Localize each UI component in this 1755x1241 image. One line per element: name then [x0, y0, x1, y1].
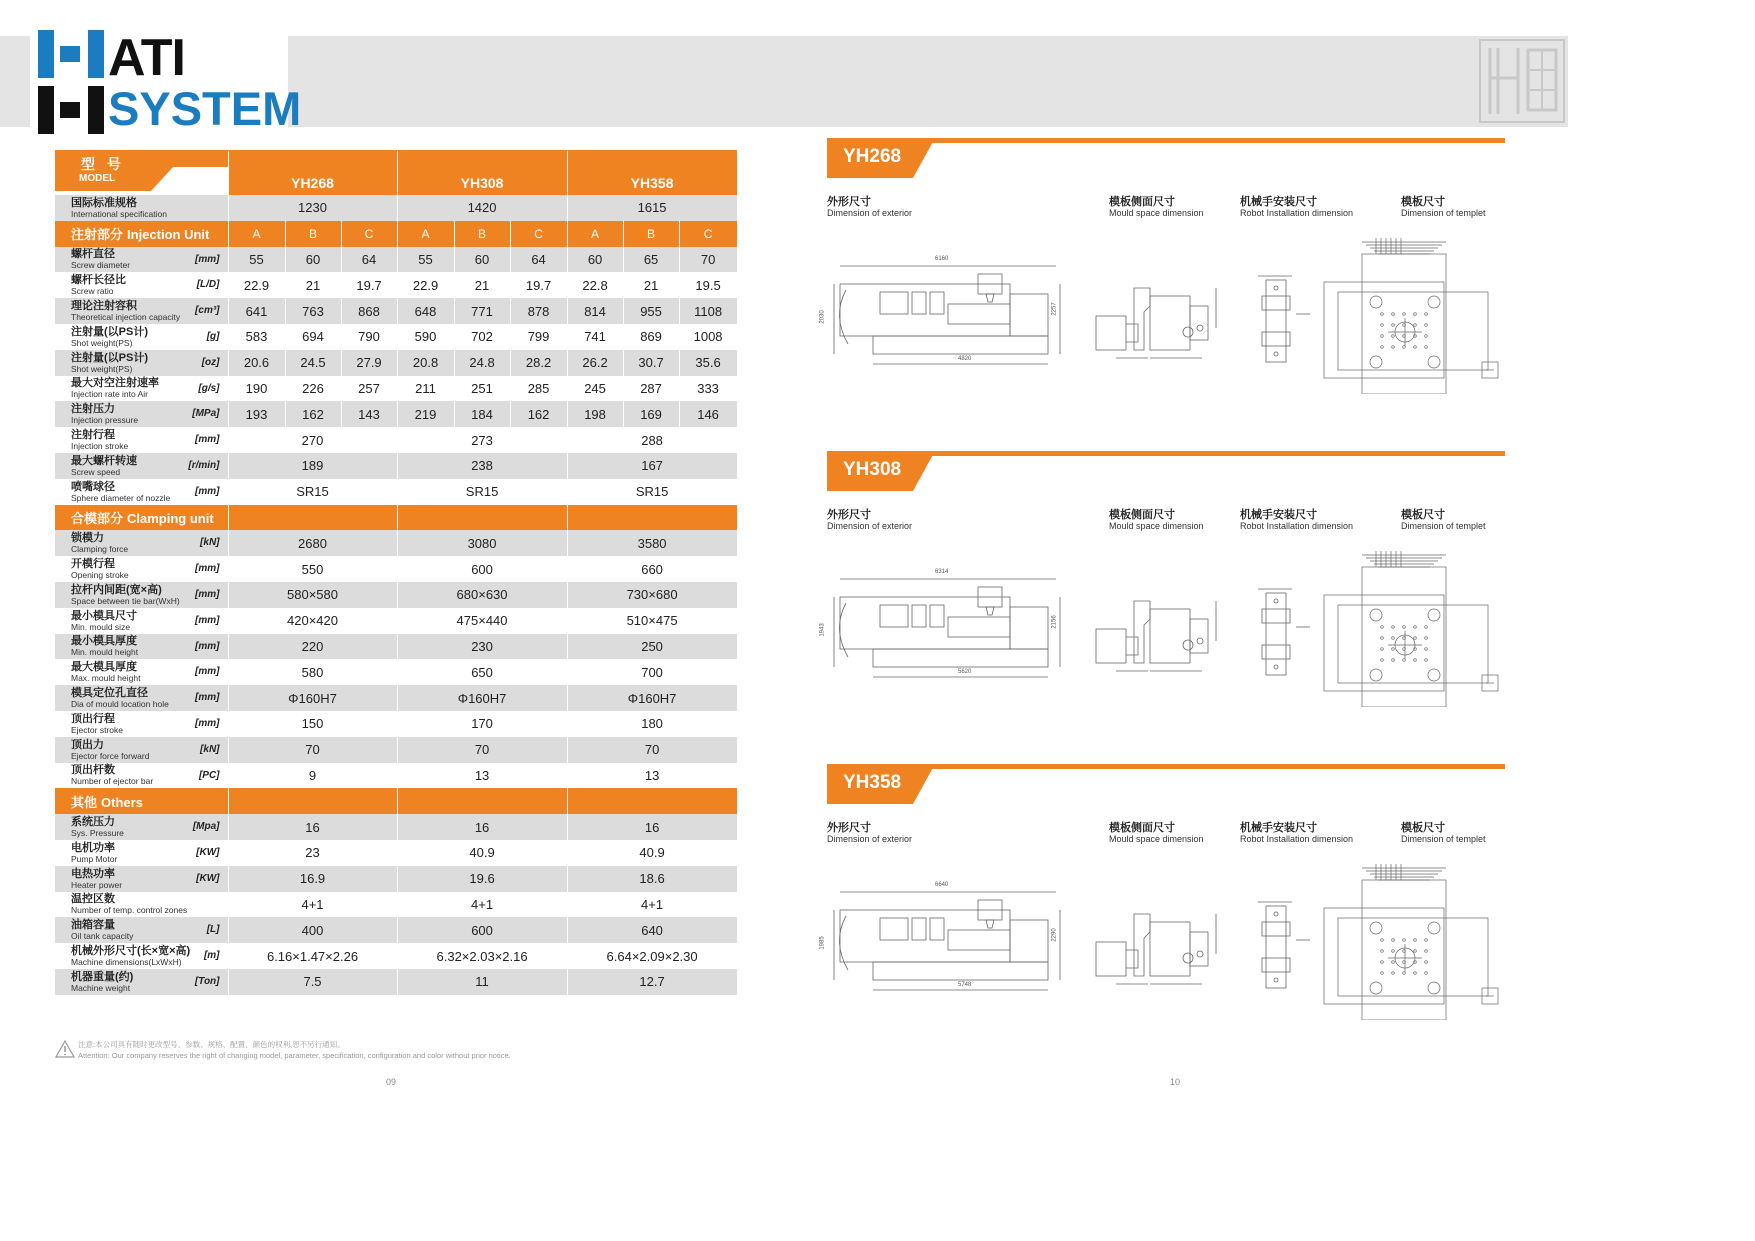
row-label-cn: 拉杆内间距(宽×高): [71, 583, 162, 596]
row-label-cn: 最大对空注射速率: [71, 377, 159, 390]
row-unit: [MPa]: [192, 408, 220, 420]
row-label-cn: 最大模具厚度: [71, 661, 137, 674]
row-label-en: Theoretical injection capacity: [71, 312, 181, 323]
table-cell: 21: [623, 272, 679, 298]
table-cell: 700: [567, 659, 737, 685]
table-cell: 24.5: [285, 350, 341, 376]
table-cell: 12.7: [567, 969, 737, 995]
row-label-cn: 理论注射容积: [71, 300, 137, 313]
table-cell: Φ160H7: [397, 685, 567, 711]
table-cell: 13: [567, 763, 737, 789]
table-cell: 143: [341, 401, 397, 427]
dim-length: 6160: [935, 256, 949, 262]
table-cell: 22.9: [397, 272, 454, 298]
row-label-cn: 系统压力: [71, 816, 115, 829]
row-label-cn: 注射行程: [71, 429, 115, 442]
row-label-en: Injection pressure: [71, 415, 139, 426]
row-unit: [Ton]: [194, 975, 220, 987]
row-label-cn: 螺杆直径: [71, 248, 115, 261]
table-cell: 189: [228, 453, 397, 479]
row-label-cn: 顶出力: [71, 738, 104, 751]
table-cell: 640: [567, 917, 737, 943]
table-cell: 250: [567, 634, 737, 660]
screw-type: A: [567, 221, 623, 247]
caption-exterior-en: Dimension of exterior: [827, 208, 913, 218]
table-cell: 799: [510, 324, 567, 350]
screw-type: C: [679, 221, 737, 247]
row-label-en: Min. mould height: [71, 647, 139, 658]
row-label-cn: 顶出行程: [71, 712, 115, 725]
table-cell: 65: [623, 247, 679, 273]
table-cell: Φ160H7: [228, 685, 397, 711]
table-cell: 30.7: [623, 350, 679, 376]
table-cell: 20.6: [228, 350, 285, 376]
caption-templet-cn: 模板尺寸: [1401, 509, 1445, 521]
model-name-yh308: YH308: [397, 151, 567, 195]
table-cell: 6.16×1.47×2.26: [228, 943, 397, 969]
row-unit: [g]: [206, 330, 220, 342]
table-cell: 190: [228, 376, 285, 402]
brand-name-top: ATI: [108, 29, 185, 87]
row-label-cn: 最大螺杆转速: [71, 454, 137, 467]
table-cell: 6.32×2.03×2.16: [397, 943, 567, 969]
table-cell: 40.9: [567, 840, 737, 866]
row-label-en: Max. mould height: [71, 673, 141, 684]
table-cell: 420×420: [228, 608, 397, 634]
model-name-yh268: YH268: [228, 151, 397, 195]
spec-value: 1230: [228, 195, 397, 221]
row-label-cn: 注射量(以PS计): [71, 351, 148, 364]
row-label-en: Machine weight: [71, 982, 131, 993]
caption-mould-en: Mould space dimension: [1109, 834, 1204, 844]
section-model-title: YH268: [843, 146, 902, 167]
row-label-cn: 开模行程: [71, 558, 115, 571]
section-model-title: YH358: [843, 772, 902, 793]
table-cell: 3080: [397, 530, 567, 556]
row-label-cn: 电机功率: [71, 841, 115, 854]
table-cell: 16: [397, 814, 567, 840]
table-cell: 1008: [679, 324, 737, 350]
table-cell: 510×475: [567, 608, 737, 634]
table-cell: 580: [228, 659, 397, 685]
dim-side: 2030: [819, 310, 826, 324]
table-cell: SR15: [567, 479, 737, 505]
table-cell: 1108: [679, 298, 737, 324]
table-cell: 24.8: [454, 350, 510, 376]
table-cell: 287: [623, 376, 679, 402]
table-cell: 55: [397, 247, 454, 273]
table-cell: 180: [567, 711, 737, 737]
table-cell: 641: [228, 298, 285, 324]
row-unit: [KW]: [196, 872, 220, 884]
table-cell: 150: [228, 711, 397, 737]
caption-exterior-en: Dimension of exterior: [827, 521, 913, 531]
row-unit: [mm]: [195, 588, 220, 600]
table-cell: 270: [228, 427, 397, 453]
table-cell: 22.9: [228, 272, 285, 298]
row-unit: [mm]: [195, 717, 220, 729]
row-label-cn: 最小模具尺寸: [71, 609, 137, 622]
table-cell: 169: [623, 401, 679, 427]
table-cell: 400: [228, 917, 397, 943]
table-cell: 230: [397, 634, 567, 660]
row-unit: [mm]: [195, 614, 220, 626]
table-cell: 11: [397, 969, 567, 995]
table-cell: 70: [567, 737, 737, 763]
table-cell: 19.7: [341, 272, 397, 298]
table-cell: 219: [397, 401, 454, 427]
page-number-right: 10: [1170, 1077, 1181, 1087]
table-cell: 814: [567, 298, 623, 324]
row-label-en: Sphere diameter of nozzle: [71, 492, 171, 503]
table-cell: 16: [228, 814, 397, 840]
row-label-en: Clamping force: [71, 544, 129, 555]
table-cell: 648: [397, 298, 454, 324]
table-cell: SR15: [397, 479, 567, 505]
section-title-en: Others: [101, 794, 143, 810]
table-cell: 70: [228, 737, 397, 763]
screw-type: B: [285, 221, 341, 247]
section-title-cn: 其他: [71, 794, 98, 810]
row-label-en: Shot weight(PS): [71, 337, 133, 348]
table-cell: 170: [397, 711, 567, 737]
table-cell: 273: [397, 427, 567, 453]
table-cell: 333: [679, 376, 737, 402]
table-cell: 226: [285, 376, 341, 402]
table-cell: 2680: [228, 530, 397, 556]
row-unit: [kN]: [200, 743, 220, 755]
spec-value: 1420: [397, 195, 567, 221]
row-label-en: Heater power: [71, 879, 123, 890]
table-cell: 257: [341, 376, 397, 402]
caption-mould-cn: 模板侧面尺寸: [1109, 509, 1175, 521]
row-unit: [g/s]: [198, 382, 220, 394]
table-cell: 55: [228, 247, 285, 273]
table-cell: 220: [228, 634, 397, 660]
table-cell: 167: [567, 453, 737, 479]
table-cell: 27.9: [341, 350, 397, 376]
row-label-cn: 注射量(以PS计): [71, 325, 148, 338]
table-cell: 660: [567, 556, 737, 582]
model-name-yh358: YH358: [567, 151, 737, 195]
caption-mould-cn: 模板侧面尺寸: [1109, 822, 1175, 834]
row-unit: [mm]: [195, 692, 220, 704]
table-cell: 702: [454, 324, 510, 350]
brand-name-bottom: SYSTEM: [108, 82, 302, 135]
table-cell: 9: [228, 763, 397, 789]
caption-robot-en: Robot Installation dimension: [1240, 834, 1354, 844]
row-label-cn: 机器重量(约): [71, 970, 134, 983]
row-unit: [mm]: [195, 253, 220, 265]
table-cell: 3580: [567, 530, 737, 556]
table-cell: 21: [285, 272, 341, 298]
caption-robot-cn: 机械手安装尺寸: [1240, 509, 1317, 521]
robot-installation-drawing: [1252, 266, 1312, 366]
screw-type: C: [510, 221, 567, 247]
row-unit: [L/D]: [196, 279, 220, 291]
model-label-en: MODEL: [79, 173, 116, 184]
table-cell: 70: [397, 737, 567, 763]
row-unit: [mm]: [195, 434, 220, 446]
caption-robot-cn: 机械手安装尺寸: [1240, 822, 1317, 834]
row-unit: [cm³]: [195, 305, 220, 317]
table-cell: 193: [228, 401, 285, 427]
table-cell: 162: [285, 401, 341, 427]
table-cell: 23: [228, 840, 397, 866]
table-cell: 285: [510, 376, 567, 402]
caption-templet-en: Dimension of templet: [1401, 834, 1486, 844]
table-cell: 19.5: [679, 272, 737, 298]
row-unit: [mm]: [195, 485, 220, 497]
table-cell: 20.8: [397, 350, 454, 376]
table-cell: 7.5: [228, 969, 397, 995]
table-cell: 771: [454, 298, 510, 324]
row-label-en: Dia of mould location hole: [71, 699, 169, 710]
dim-side: 1943: [819, 623, 826, 637]
row-label-cn: 最小模具厚度: [71, 635, 137, 648]
page-number-left: 09: [386, 1077, 397, 1087]
row-label-cn: 顶出杆数: [71, 764, 115, 777]
row-unit: [L]: [206, 924, 220, 936]
table-cell: 550: [228, 556, 397, 582]
table-cell: 40.9: [397, 840, 567, 866]
row-label-en: Min. mould size: [71, 621, 131, 632]
table-cell: 198: [567, 401, 623, 427]
table-cell: 28.2: [510, 350, 567, 376]
row-label-en: International specification: [71, 208, 167, 219]
row-unit: [oz]: [201, 356, 220, 368]
dim-base: 4820: [958, 356, 972, 362]
section-title-cn: 注射部分: [71, 227, 124, 243]
table-cell: 590: [397, 324, 454, 350]
table-cell: 650: [397, 659, 567, 685]
row-label-cn: 机械外形尺寸(长×宽×高): [71, 945, 191, 957]
table-cell: 6.64×2.09×2.30: [567, 943, 737, 969]
table-cell: 211: [397, 376, 454, 402]
table-cell: 146: [679, 401, 737, 427]
table-cell: 60: [454, 247, 510, 273]
logo-mark-icon: [38, 30, 108, 134]
templet-drawing: [1318, 547, 1508, 707]
row-label-cn: 注射压力: [71, 403, 115, 416]
caption-templet-en: Dimension of templet: [1401, 208, 1486, 218]
row-label-en: Shot weight(PS): [71, 363, 133, 374]
caption-exterior-en: Dimension of exterior: [827, 834, 913, 844]
row-label-en: Ejector force forward: [71, 750, 150, 761]
row-label-cn: 国际标准规格: [71, 196, 137, 209]
mould-side-drawing: [1090, 892, 1220, 992]
row-label-cn: 锁模力: [71, 532, 104, 545]
templet-drawing: [1318, 234, 1508, 394]
dim-height: 2290: [1051, 928, 1058, 942]
row-unit: [mm]: [195, 640, 220, 652]
table-cell: 35.6: [679, 350, 737, 376]
table-cell: 288: [567, 427, 737, 453]
table-cell: 162: [510, 401, 567, 427]
caption-mould-en: Mould space dimension: [1109, 208, 1204, 218]
table-cell: 60: [285, 247, 341, 273]
row-label-en: Screw diameter: [71, 260, 131, 271]
table-cell: 60: [567, 247, 623, 273]
row-label-en: Sys. Pressure: [71, 828, 124, 839]
table-cell: 184: [454, 401, 510, 427]
row-label-en: Number of temp. control zones: [71, 905, 188, 916]
dim-base: 5748: [958, 982, 972, 988]
row-unit: [mm]: [195, 666, 220, 678]
table-cell: 26.2: [567, 350, 623, 376]
table-cell: SR15: [228, 479, 397, 505]
section-model-title: YH308: [843, 459, 902, 480]
row-label-en: Pump Motor: [71, 853, 118, 864]
table-cell: 19.6: [397, 866, 567, 892]
screw-type: B: [623, 221, 679, 247]
table-cell: 790: [341, 324, 397, 350]
table-cell: 64: [510, 247, 567, 273]
table-cell: 4+1: [567, 892, 737, 918]
notice-cn: 注意:本公司具有随时更改型号、参数、规格、配置、颜色的权利,恕不另行通知。: [78, 1040, 345, 1049]
caption-templet-cn: 模板尺寸: [1401, 822, 1445, 834]
caption-exterior-cn: 外形尺寸: [827, 196, 871, 208]
drawing-section-yh308: [0, 451, 1568, 751]
table-cell: 600: [397, 556, 567, 582]
table-cell: 680×630: [397, 582, 567, 608]
row-label-cn: 油箱容量: [71, 919, 115, 932]
table-cell: 70: [679, 247, 737, 273]
table-cell: 21: [454, 272, 510, 298]
row-label-en: Oil tank capacity: [71, 931, 134, 942]
table-cell: 22.8: [567, 272, 623, 298]
section-title-en: Clamping unit: [127, 510, 214, 526]
dim-length: 6314: [935, 569, 949, 575]
table-cell: 251: [454, 376, 510, 402]
row-label-en: Screw ratio: [71, 286, 114, 297]
row-unit: [KW]: [196, 846, 220, 858]
drawing-section-yh268: [0, 138, 1568, 438]
row-unit: [mm]: [195, 563, 220, 575]
table-cell: 64: [341, 247, 397, 273]
table-cell: 955: [623, 298, 679, 324]
row-label-cn: 电热功率: [71, 867, 115, 880]
table-cell: 600: [397, 917, 567, 943]
row-label-cn: 温控区数: [71, 893, 115, 906]
row-label-en: Space between tie bar(WxH): [71, 595, 180, 606]
table-cell: 4+1: [397, 892, 567, 918]
dim-base: 5620: [958, 669, 972, 675]
dim-height: 2156: [1051, 615, 1058, 629]
row-label-cn: 模具定位孔直径: [71, 687, 148, 700]
machine-exterior-drawing: [828, 256, 1078, 376]
row-label-en: Ejector stroke: [71, 724, 123, 735]
table-cell: 583: [228, 324, 285, 350]
table-cell: 19.7: [510, 272, 567, 298]
row-label-en: Number of ejector bar: [71, 776, 154, 787]
warning-triangle-icon: [55, 1040, 75, 1058]
table-cell: 18.6: [567, 866, 737, 892]
row-unit: [Mpa]: [192, 821, 220, 833]
caption-templet-en: Dimension of templet: [1401, 521, 1486, 531]
table-cell: 694: [285, 324, 341, 350]
table-cell: 869: [623, 324, 679, 350]
caption-exterior-cn: 外形尺寸: [827, 509, 871, 521]
table-cell: 580×580: [228, 582, 397, 608]
table-cell: Φ160H7: [567, 685, 737, 711]
row-unit: [r/min]: [188, 459, 220, 471]
table-cell: 4+1: [228, 892, 397, 918]
caption-robot-en: Robot Installation dimension: [1240, 521, 1354, 531]
section-title-en: Injection Unit: [127, 227, 210, 243]
machine-exterior-drawing: [828, 882, 1078, 1002]
table-cell: 878: [510, 298, 567, 324]
row-label-en: Screw speed: [71, 466, 121, 477]
caption-mould-en: Mould space dimension: [1109, 521, 1204, 531]
caption-mould-cn: 模板侧面尺寸: [1109, 196, 1175, 208]
row-label-en: Opening stroke: [71, 570, 129, 581]
row-label-en: Injection rate into Air: [71, 389, 149, 400]
screw-type: A: [397, 221, 454, 247]
decorative-emblem-icon: [1478, 38, 1566, 124]
caption-robot-en: Robot Installation dimension: [1240, 208, 1354, 218]
table-cell: 730×680: [567, 582, 737, 608]
table-cell: 763: [285, 298, 341, 324]
dim-length: 6640: [935, 882, 949, 888]
row-label-cn: 螺杆长径比: [71, 274, 126, 287]
mould-side-drawing: [1090, 266, 1220, 366]
model-label-cn: 型 号: [81, 156, 125, 172]
table-cell: 238: [397, 453, 567, 479]
robot-installation-drawing: [1252, 892, 1312, 992]
section-title-cn: 合模部分: [71, 510, 124, 526]
dim-height: 2257: [1051, 302, 1058, 316]
caption-templet-cn: 模板尺寸: [1401, 196, 1445, 208]
robot-installation-drawing: [1252, 579, 1312, 679]
screw-type: B: [454, 221, 510, 247]
row-unit: [kN]: [200, 537, 220, 549]
row-label-en: Injection stroke: [71, 441, 129, 452]
row-label-cn: 喷嘴球径: [71, 480, 115, 493]
table-cell: 245: [567, 376, 623, 402]
dim-side: 1985: [819, 936, 826, 950]
table-cell: 16.9: [228, 866, 397, 892]
mould-side-drawing: [1090, 579, 1220, 679]
spec-value: 1615: [567, 195, 737, 221]
notice-en: Attention: Our company reserves the right of changing model, parameter, specification, configuration and color without prior notice.: [78, 1051, 511, 1060]
caption-exterior-cn: 外形尺寸: [827, 822, 871, 834]
machine-exterior-drawing: [828, 569, 1078, 689]
table-cell: 868: [341, 298, 397, 324]
table-cell: 13: [397, 763, 567, 789]
row-unit: [PC]: [198, 769, 220, 781]
table-cell: 741: [567, 324, 623, 350]
caption-robot-cn: 机械手安装尺寸: [1240, 196, 1317, 208]
templet-drawing: [1318, 860, 1508, 1020]
table-cell: 475×440: [397, 608, 567, 634]
drawing-section-yh358: [0, 764, 1568, 1064]
screw-type: C: [341, 221, 397, 247]
table-cell: 16: [567, 814, 737, 840]
row-label-en: Machine dimensions(LxWxH): [71, 957, 182, 967]
screw-type: A: [228, 221, 285, 247]
row-unit: [m]: [203, 950, 220, 962]
